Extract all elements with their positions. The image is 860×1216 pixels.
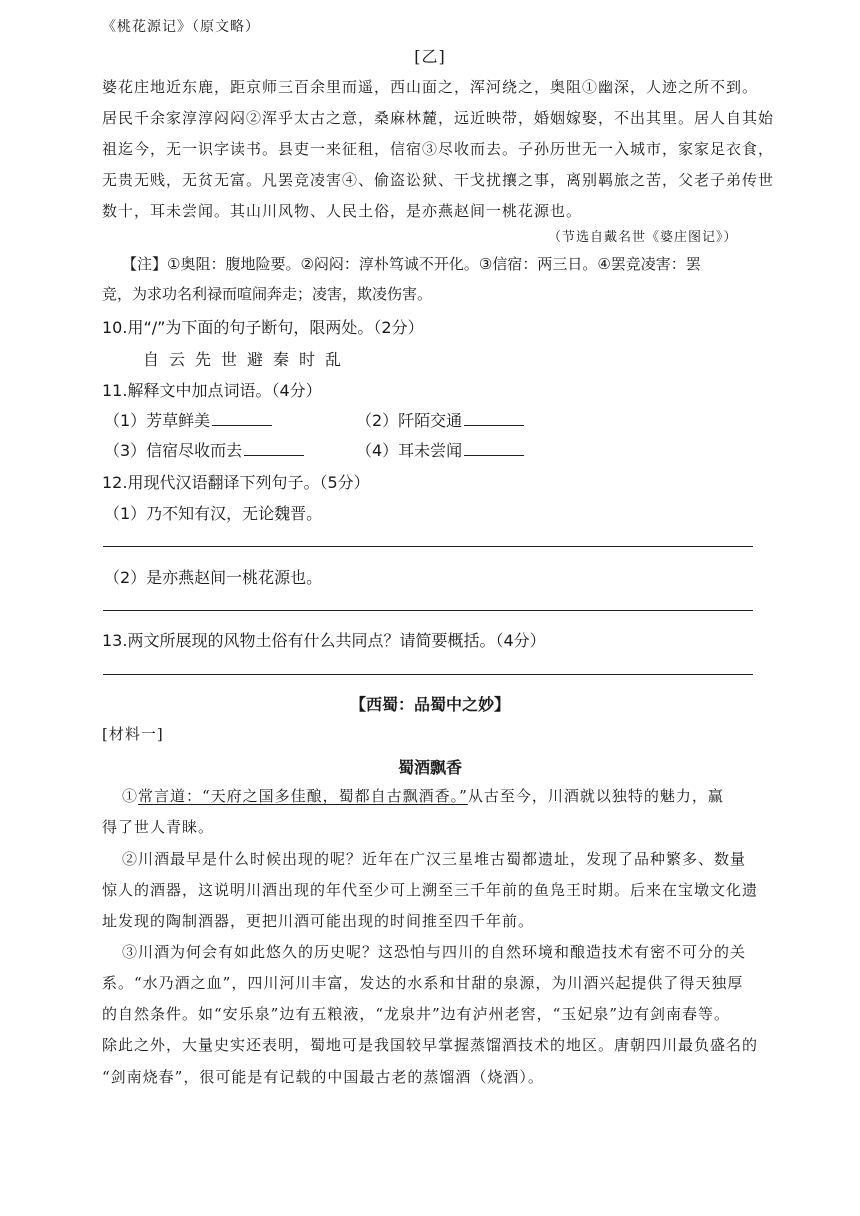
q12-item-1: （1）乃不知有汉，无论魏晋。 xyxy=(104,504,323,523)
q11-item-2 xyxy=(356,408,524,431)
question-10: 10.用“/”为下面的句子断句，限两处。（2分） xyxy=(102,318,424,337)
yi-line: 婆花庄地近东鹿，距京师三百余里而遥，西山面之，浑河绕之，奥阻①幽深，人迹之所不到。 xyxy=(102,78,759,96)
paragraph-number: ① xyxy=(122,787,139,805)
q11-item-4 xyxy=(356,438,524,461)
paragraph-line: 除此之外，大量史实还表明，蜀地可是我国较早掌握蒸馏酒技术的地区。唐朝四川最负盛名的 xyxy=(102,1036,759,1054)
paragraph-line: 址发现的陶制酒器，更把川酒可能出现的时间推至四千年前。 xyxy=(102,912,535,930)
paragraph-line: 得了世人青睐。 xyxy=(102,818,215,836)
paragraph-line xyxy=(122,785,724,806)
section-heading: 【西蜀：品蜀中之妙】 xyxy=(349,695,510,714)
yi-line: 数十，耳未尝闻。其山川风物、人民土俗，是亦燕赵间一桃花源也。 xyxy=(102,202,583,220)
answer-line[interactable] xyxy=(103,610,753,611)
answer-blank[interactable] xyxy=(244,441,304,456)
material-label: [材料一] xyxy=(102,725,164,743)
q11-item-label: （3）信宿尽收而去 xyxy=(104,441,243,460)
q11-item-label: （2）阡陌交通 xyxy=(356,411,463,430)
article-title: 蜀酒飘香 xyxy=(397,758,462,777)
paragraph-line: 惊人的酒器，这说明川酒出现的年代至少可上溯至三千年前的鱼凫王时期。后来在宝墩文化遗 xyxy=(102,881,759,899)
answer-blank[interactable] xyxy=(464,441,524,456)
yi-line: 祖迄今，无一识字读书。县吏一来征租，信宿③尽收而去。子孙历世无一入城市，家家足衣食， xyxy=(102,140,775,158)
yi-line: 无贵无贱，无贫无富。凡罢竞凌害④、偷盗讼狱、干戈扰攘之事，离别羁旅之苦，父老子弟传世 xyxy=(102,171,775,189)
paragraph-line: ③川酒为何会有如此悠久的历史呢？这恐怕与四川的自然环境和酿造技术有密不可分的关 xyxy=(122,943,747,961)
yi-source: （节选自戴名世《婆庄图记》） xyxy=(548,230,738,245)
question-12: 12.用现代汉语翻译下列句子。（5分） xyxy=(102,473,370,492)
q11-item-label: （1）芳草鲜美 xyxy=(104,411,211,430)
section-yi-label: [乙] xyxy=(414,47,446,66)
answer-blank[interactable] xyxy=(464,411,524,426)
question-11: 11.解释文中加点词语。（4分） xyxy=(102,381,322,400)
question-13: 13.两文所展现的风物土俗有什么共同点？请简要概括。（4分） xyxy=(102,631,546,650)
answer-line[interactable] xyxy=(103,546,753,547)
paragraph-text: 从古至今，川酒就以独特的魅力，赢 xyxy=(467,787,724,805)
underlined-quote: 常言道：“天府之国多佳酿，蜀都自古飘酒香。” xyxy=(138,787,468,805)
paragraph-line: 的自然条件。如“安乐泉”边有五粮液，“龙泉井”边有泸州老窖，“玉妃泉”边有剑南春等。 xyxy=(102,1005,731,1023)
answer-blank[interactable] xyxy=(212,411,272,426)
q11-item-label: （4）耳未尝闻 xyxy=(356,441,463,460)
yi-line: 居民千余家淳淳闷闷②浑乎太古之意，桑麻林麓，远近映带，婚姻嫁娶，不出其里。居人自其始 xyxy=(102,109,775,127)
paragraph-line: 系。“水乃酒之血”，四川河川丰富，发达的水系和甘甜的泉源，为川酒兴起提供了得天独厚 xyxy=(102,974,744,992)
q12-item-2: （2）是亦燕赵间一桃花源也。 xyxy=(104,568,323,587)
annotation-line: 竞，为求功名利禄而喧闹奔走；凌害，欺凌伤害。 xyxy=(102,285,433,303)
answer-line[interactable] xyxy=(103,674,753,675)
paragraph-line: ②川酒最早是什么时候出现的呢？近年在广汉三星堆古蜀都遗址，发现了品种繁多、数量 xyxy=(122,850,747,868)
paragraph-line: “剑南烧春”，很可能是有记载的中国最古老的蒸馏酒（烧酒）。 xyxy=(102,1068,544,1086)
q11-item-1 xyxy=(104,408,272,431)
q11-item-3 xyxy=(104,438,304,461)
annotation-line: 【注】①奥阻：腹地险要。②闷闷：淳朴笃诚不开化。③信宿：两三日。④罢竞凌害：罢 xyxy=(122,255,701,273)
q10-sentence: 自云先世避秦时乱 xyxy=(143,350,352,369)
header-note: 《桃花源记》（原文略） xyxy=(102,19,260,35)
